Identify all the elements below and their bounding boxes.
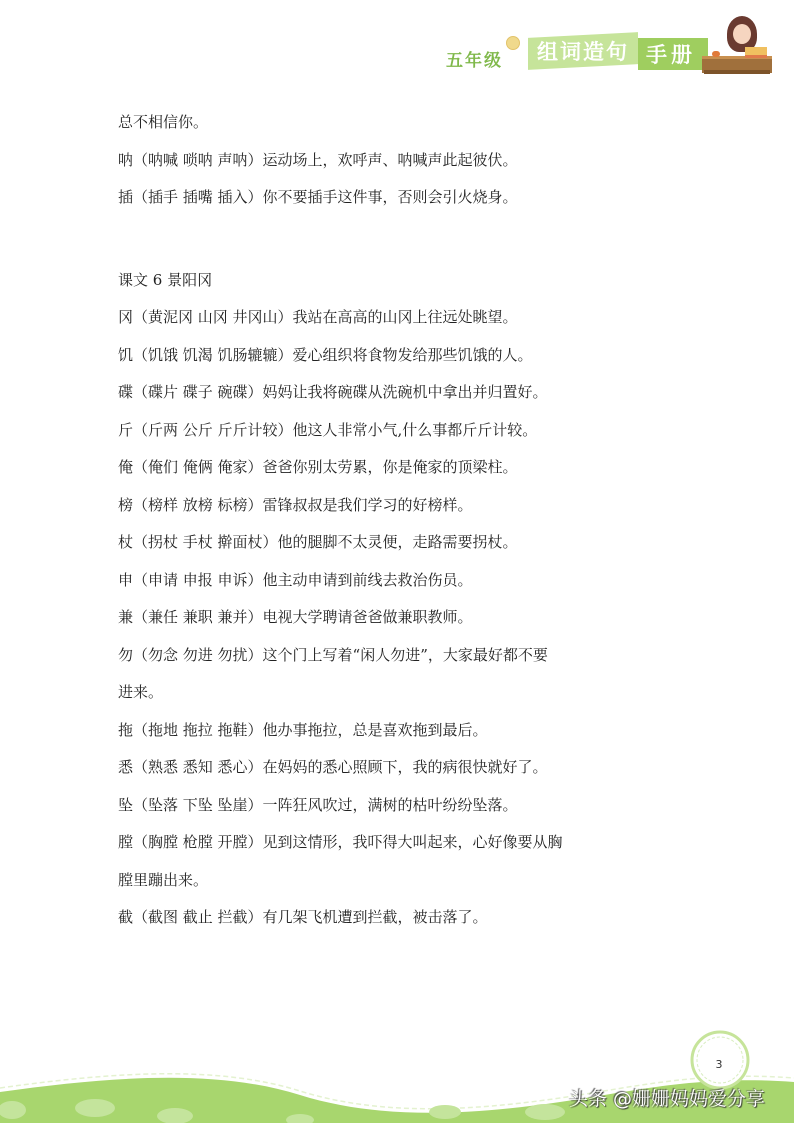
desk-front-icon: [704, 70, 770, 74]
document-body: [118, 104, 698, 937]
banner-subtitle: 手册: [646, 43, 696, 67]
text-line: 总不相信你。: [118, 113, 209, 131]
word-entry: 插（插手 插嘴 插入）你不要插手这件事，否则会引火烧身。: [118, 188, 518, 206]
word-entry: 兼（兼任 兼职 兼并）电视大学聘请爸爸做兼职教师。: [118, 608, 473, 626]
word-entry: 呐（呐喊 唢呐 声呐）运动场上，欢呼声、呐喊声此起彼伏。: [118, 150, 518, 169]
word-entry: 截（截图 截止 拦截）有几架飞机遭到拦截，被击落了。: [118, 908, 488, 926]
section-spacer: [118, 217, 698, 262]
word-entry: 杖（拐杖 手杖 擀面杖）他的腿脚不太灵便，走路需要拐杖。: [118, 533, 518, 551]
section-title: 课文 6 景阳冈: [118, 270, 213, 289]
word-entry: 榜（榜样 放榜 标榜）雷锋叔叔是我们学习的好榜样。: [118, 495, 473, 514]
page-number: 3: [715, 1058, 723, 1071]
word-entry: 碟（碟片 碟子 碗碟）妈妈让我将碗碟从洗碗机中拿出并归置好。: [118, 383, 548, 401]
word-entry: 拖（拖地 拖拉 拖鞋）他办事拖拉，总是喜欢拖到最后。: [118, 720, 488, 739]
banner-title: 组词造句: [537, 40, 629, 64]
word-entry: 膛（胸膛 枪膛 开膛）见到这情形，我吓得大叫起来，心好像要从胸: [118, 833, 563, 851]
apple-icon: [712, 51, 720, 57]
page-header: [0, 0, 794, 90]
word-entry: 申（申请 申报 申诉）他主动申请到前线去救治伤员。: [118, 570, 473, 589]
girl-face-icon: [733, 24, 751, 44]
word-entry: 勿（勿念 勿进 勿扰）这个门上写着“闲人勿进”，大家最好都不要: [118, 645, 548, 664]
word-entry: 冈（黄泥冈 山冈 井冈山）我站在高高的山冈上往远处眺望。: [118, 308, 518, 326]
watermark: 头条 @姗姗妈妈爱分享: [569, 1088, 766, 1110]
word-entry: 坠（坠落 下坠 坠崖）一阵狂风吹过，满树的枯叶纷纷坠落。: [118, 795, 518, 814]
word-entry: 悉（熟悉 悉知 悉心）在妈妈的悉心照顾下，我的病很快就好了。: [118, 758, 548, 776]
grade-label: 五年级: [446, 51, 503, 71]
word-entry: 斤（斤两 公斤 斤斤计较）他这人非常小气,什么事都斤斤计较。: [118, 420, 538, 439]
word-entry: 俺（俺们 俺俩 俺家）爸爸你别太劳累，你是俺家的顶梁柱。: [118, 458, 518, 476]
book-icon: [745, 47, 767, 58]
word-entry: 饥（饥饿 饥渴 饥肠辘辘）爱心组织将食物发给那些饥饿的人。: [118, 345, 533, 364]
word-entry-continuation: 进来。: [118, 683, 164, 701]
word-entry-continuation: 膛里蹦出来。: [118, 870, 209, 889]
bubble-icon: [506, 36, 520, 50]
